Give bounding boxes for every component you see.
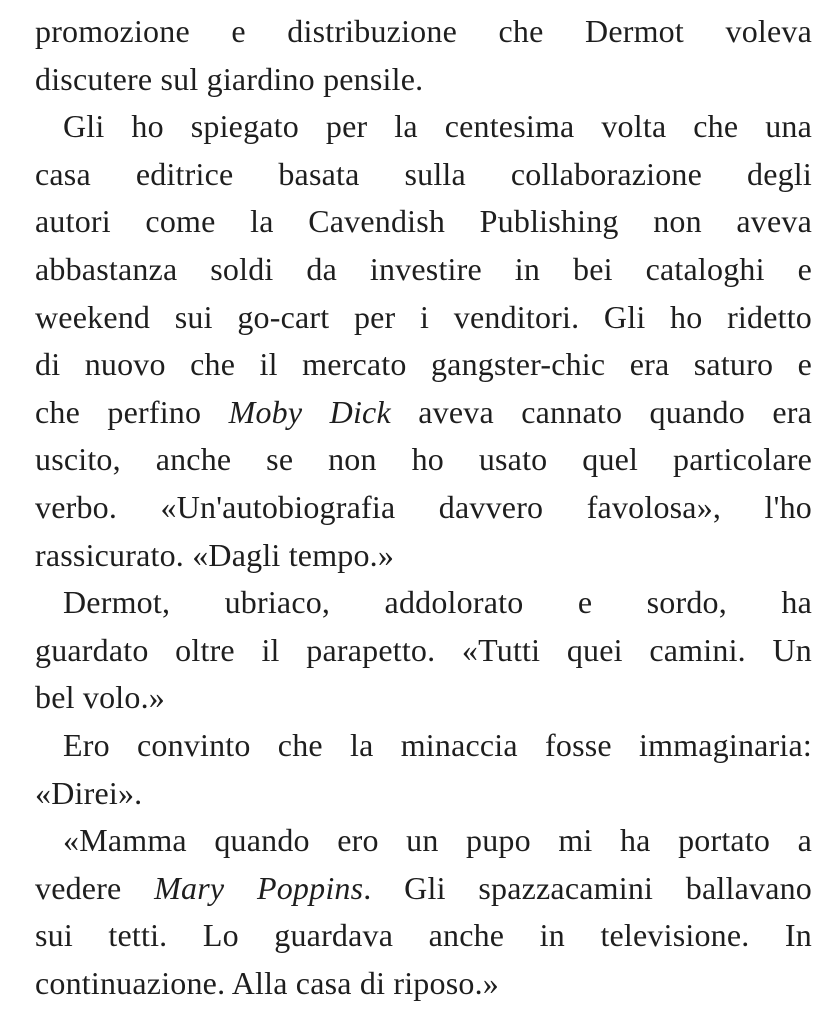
italic-book-title: Moby Dick xyxy=(228,393,391,430)
text-line xyxy=(35,770,812,818)
text-segment: guardato oltre il parapetto. «Tutti quei camini. Un xyxy=(35,631,812,668)
text-segment: weekend sui go-cart per i venditori. Gli ho ridetto xyxy=(35,298,812,335)
text-line xyxy=(35,103,812,151)
text-segment: Dermot, ubriaco, addolorato e sordo, ha xyxy=(63,584,812,621)
paragraph xyxy=(35,8,812,103)
text-segment: di nuovo che il mercato gangster-chic era saturo e xyxy=(35,346,812,383)
text-line xyxy=(35,674,812,722)
text-segment: che perfino xyxy=(35,393,229,430)
text-line xyxy=(35,8,812,56)
text-line xyxy=(35,912,812,960)
text-segment: Ero convinto che la minaccia fosse immaginaria: xyxy=(63,726,812,763)
text-line xyxy=(35,817,812,865)
text-segment: promozione e distribuzione che Dermot voleva xyxy=(35,13,812,49)
text-segment: discutere sul giardino pensile. xyxy=(35,60,424,97)
text-line xyxy=(35,294,812,342)
text-segment: continuazione. Alla casa di riposo.» xyxy=(35,964,499,1001)
text-segment: Gli ho spiegato per la centesima volta che una xyxy=(63,108,812,145)
text-line xyxy=(35,722,812,770)
text-line xyxy=(35,960,812,1008)
text-line xyxy=(35,865,812,913)
text-line xyxy=(35,579,812,627)
text-line xyxy=(35,246,812,294)
text-line xyxy=(35,151,812,199)
text-segment: casa editrice basata sulla collaborazione degli xyxy=(35,155,812,192)
text-segment: «Mamma quando ero un pupo mi ha portato a xyxy=(63,822,812,859)
text-line xyxy=(35,484,812,532)
paragraph xyxy=(35,103,812,579)
text-segment: . Gli spazzacamini ballavano xyxy=(363,869,812,906)
text-line xyxy=(35,341,812,389)
italic-book-title: Mary Poppins xyxy=(154,869,364,906)
text-line xyxy=(35,627,812,675)
text-segment: aveva cannato quando era xyxy=(390,393,812,430)
text-segment: «Direi». xyxy=(35,774,143,811)
text-segment: vedere xyxy=(35,869,155,906)
paragraph xyxy=(35,579,812,722)
paragraph xyxy=(35,817,812,1007)
text-line xyxy=(35,532,812,580)
text-segment: verbo. «Un'autobiografia davvero favolosa», l'ho xyxy=(35,488,812,525)
text-segment: bel volo.» xyxy=(35,679,165,716)
text-segment: sui tetti. Lo guardava anche in televisione. In xyxy=(35,917,812,954)
text-container xyxy=(35,8,812,1007)
text-line xyxy=(35,198,812,246)
text-segment: uscito, anche se non ho usato quel particolare xyxy=(35,441,812,478)
paragraph xyxy=(35,722,812,817)
text-line xyxy=(35,56,812,104)
text-segment: rassicurato. «Dagli tempo.» xyxy=(35,536,395,573)
text-segment: autori come la Cavendish Publishing non aveva xyxy=(35,203,812,240)
text-segment: abbastanza soldi da investire in bei cataloghi e xyxy=(35,250,812,287)
text-line xyxy=(35,436,812,484)
text-line xyxy=(35,389,812,437)
